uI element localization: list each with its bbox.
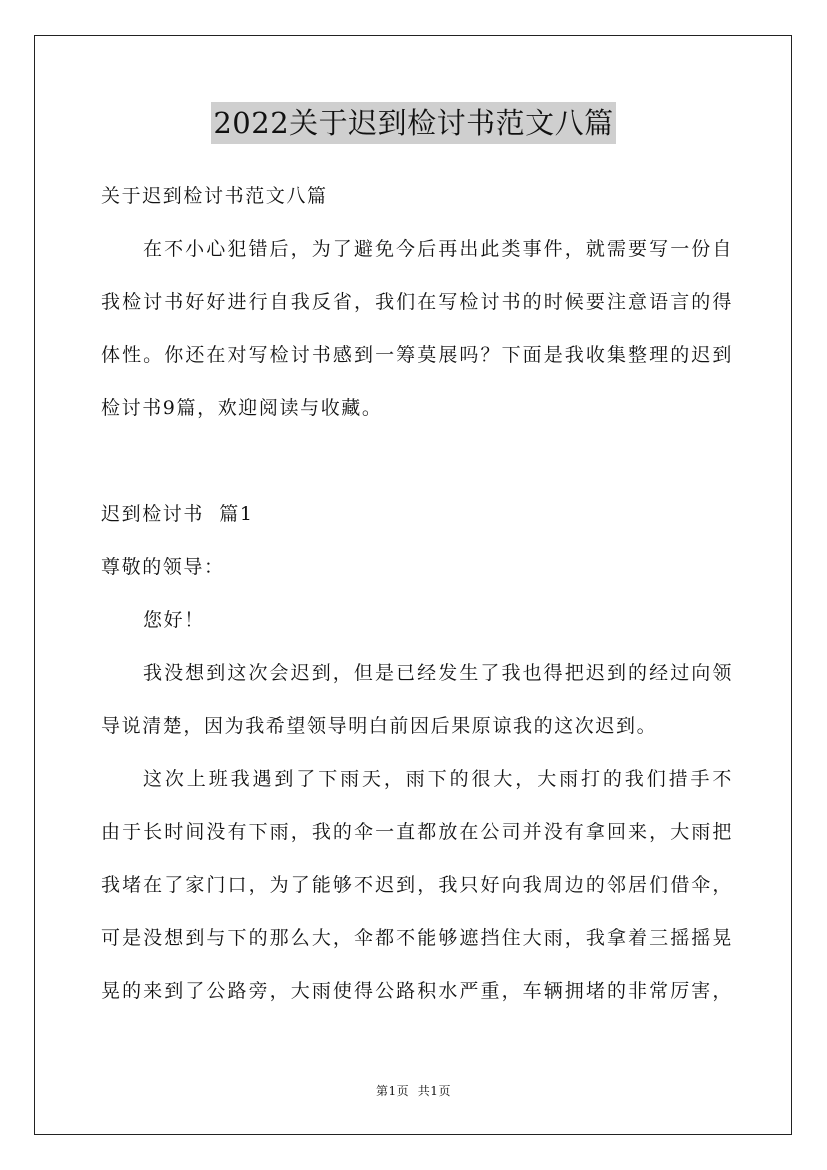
paragraph-line: 导说清楚，因为我希望领导明白前因后果原谅我的这次迟到。 xyxy=(101,715,658,737)
document-body xyxy=(101,170,733,1018)
greeting: 您好！ xyxy=(143,609,205,631)
section-heading: 迟到检讨书 篇1 xyxy=(101,503,254,525)
intro-line: 我检讨书好好进行自我反省，我们在写检讨书的时候要注意语言的得 xyxy=(101,291,733,313)
intro-line: 体性。你还在对写检讨书感到一筹莫展吗？下面是我收集整理的迟到 xyxy=(101,344,733,366)
paragraph-line: 可是没想到与下的那么大，伞都不能够遮挡住大雨，我拿着三摇摇晃 xyxy=(101,927,733,949)
paragraph-line: 我堵在了家门口，为了能够不迟到，我只好向我周边的邻居们借伞， xyxy=(101,874,733,896)
salutation: 尊敬的领导： xyxy=(101,556,225,578)
blank-line xyxy=(101,435,733,488)
paragraph-line: 我没想到这次会迟到，但是已经发生了我也得把迟到的经过向领 xyxy=(143,662,733,684)
page-number-footer: 第1页 共1页 xyxy=(376,1084,451,1098)
paragraph-line: 这次上班我遇到了下雨天，雨下的很大，大雨打的我们措手不 xyxy=(143,768,733,790)
intro-line: 在不小心犯错后，为了避免今后再出此类事件，就需要写一份自 xyxy=(143,238,733,260)
intro-line: 检讨书9篇，欢迎阅读与收藏。 xyxy=(101,397,383,419)
paragraph-line: 晃的来到了公路旁，大雨使得公路积水严重，车辆拥堵的非常厉害， xyxy=(101,980,733,1002)
document-subtitle: 关于迟到检讨书范文八篇 xyxy=(101,185,328,207)
document-title: 2022关于迟到检讨书范文八篇 xyxy=(0,102,827,144)
paragraph-line: 由于长时间没有下雨，我的伞一直都放在公司并没有拿回来，大雨把 xyxy=(101,821,733,843)
